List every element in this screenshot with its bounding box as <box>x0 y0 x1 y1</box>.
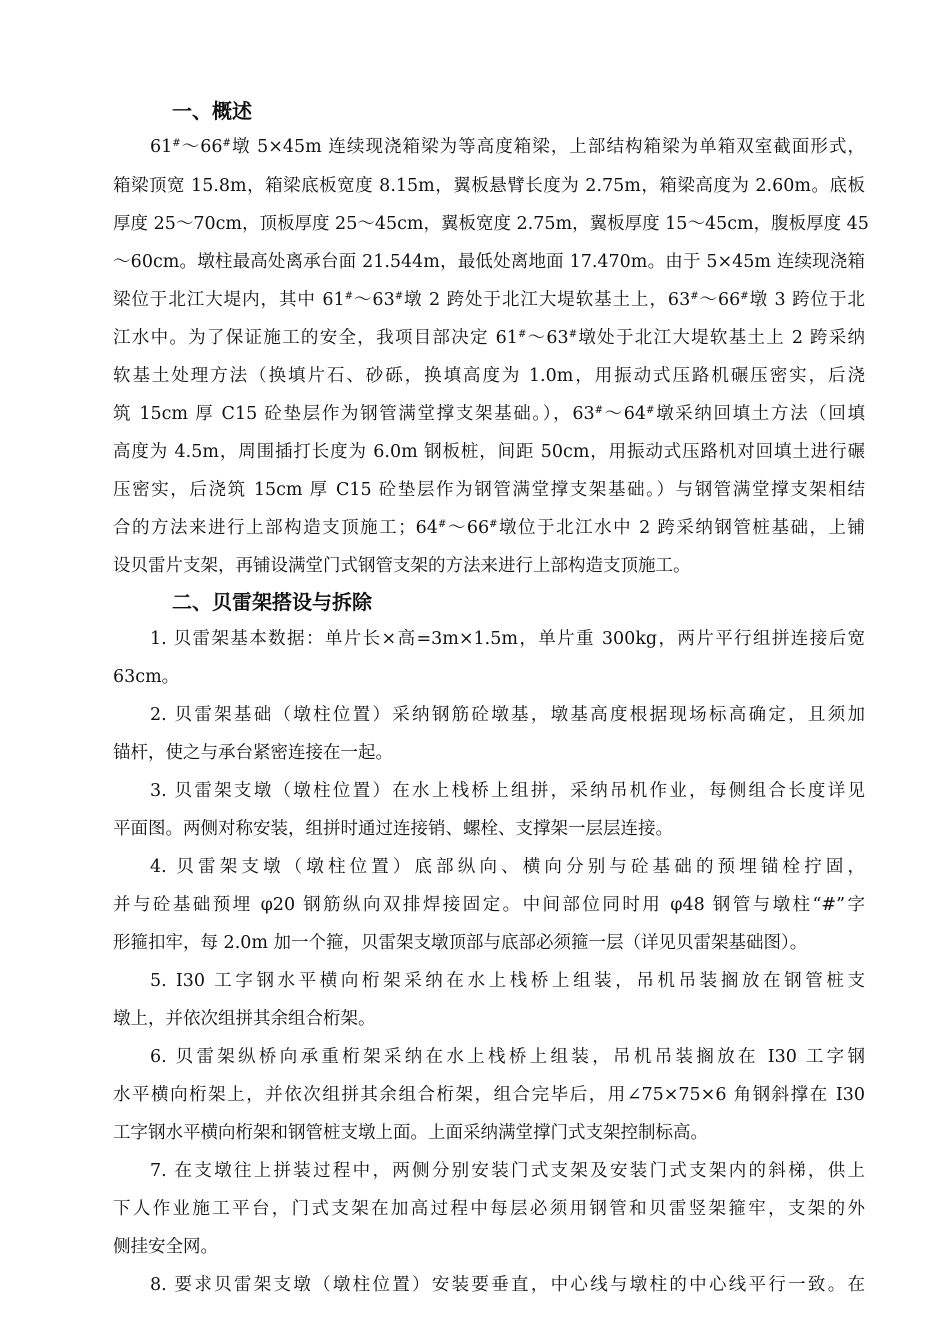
paragraph-line: ～60cm。墩柱最高处离承台面 21.544m，最低处离地面 17.470m。由于 5×45m 连续现浇箱 <box>113 252 865 272</box>
list-item-line: 并与砼基础预埋 φ20 钢筋纵向双排焊接固定。中间部位同时用 φ48 钢管与墩柱“#”字 <box>113 895 865 915</box>
list-item-line: 侧挂安全网。 <box>113 1237 218 1257</box>
paragraph-line: 筑 15cm 厚 C15 砼垫层作为钢管满堂撑支架基础。），63#～64#墩采纳回填土方法（回填 <box>113 404 865 424</box>
paragraph-line: 设贝雷片支架，再铺设满堂门式钢管支架的方法来进行上部构造支顶施工。 <box>113 556 691 576</box>
section-heading-overview: 一、概述 <box>172 99 252 123</box>
list-item-line: 3. 贝雷架支墩（墩柱位置）在水上栈桥上组拼，采纳吊机作业，每侧组合长度详见 <box>150 781 865 801</box>
paragraph-line: 江水中。为了保证施工的安全，我项目部决定 61#～63#墩处于北江大堤软基土上 2 跨采纳 <box>113 328 865 348</box>
paragraph-line: 61#～66#墩 5×45m 连续现浇箱梁为等高度箱梁，上部结构箱梁为单箱双室截面形式， <box>150 137 865 157</box>
list-item-line: 5. I30 工字钢水平横向桁架采纳在水上栈桥上组装，吊机吊装搁放在钢管桩支 <box>150 971 865 991</box>
section-heading-bailey: 二、贝雷架搭设与拆除 <box>172 590 372 614</box>
list-item-line: 下人作业施工平台，门式支架在加高过程中每层必须用钢管和贝雷竖架箍牢，支架的外 <box>113 1199 865 1219</box>
paragraph-line: 梁位于北江大堤内，其中 61#～63#墩 2 跨处于北江大堤软基土上，63#～66#墩 3 跨位于北 <box>113 290 866 310</box>
paragraph-line: 软基土处理方法（换填片石、砂砾，换填高度为 1.0m，用振动式压路机碾压密实，后浇 <box>113 366 865 386</box>
list-item-line: 7. 在支墩往上拼装过程中，两侧分别安装门式支架及安装门式支架内的斜梯，供上 <box>150 1161 865 1181</box>
paragraph-line: 合的方法来进行上部构造支顶施工；64#～66#墩位于北江水中 2 跨采纳钢管桩基础，上铺 <box>113 518 865 538</box>
list-item-line: 锚杆，使之与承台紧密连接在一起。 <box>113 743 393 763</box>
list-item-line: 4. 贝雷架支墩（墩柱位置）底部纵向、横向分别与砼基础的预埋锚栓拧固， <box>150 857 865 877</box>
list-item-line: 63cm。 <box>113 667 180 687</box>
list-item-line: 1. 贝雷架基本数据：单片长×高=3m×1.5m，单片重 300kg，两片平行组拼连接后宽 <box>150 629 865 649</box>
list-item-line: 2. 贝雷架基础（墩柱位置）采纳钢筋砼墩基，墩基高度根据现场标高确定，且须加 <box>150 705 865 725</box>
list-item-line: 墩上，并依次组拼其余组合桁架。 <box>113 1009 376 1029</box>
paragraph-line: 箱梁顶宽 15.8m，箱梁底板宽度 8.15m，翼板悬臂长度为 2.75m，箱梁高度为 2.60m。底板 <box>113 176 865 196</box>
list-item-line: 水平横向桁架上，并依次组拼其余组合桁架，组合完毕后，用∠75×75×6 角钢斜撑在 I30 <box>113 1085 865 1105</box>
list-item-line: 8. 要求贝雷架支墩（墩柱位置）安装要垂直，中心线与墩柱的中心线平行一致。在 <box>150 1275 865 1295</box>
list-item-line: 工字钢水平横向桁架和钢管桩支墩上面。上面采纳满堂撑门式支架控制标高。 <box>113 1123 708 1143</box>
list-item-line: 6. 贝雷架纵桥向承重桁架采纳在水上栈桥上组装，吊机吊装搁放在 I30 工字钢 <box>150 1047 865 1067</box>
paragraph-line: 压密实，后浇筑 15cm 厚 C15 砼垫层作为钢管满堂撑支架基础。）与钢管满堂撑支架相结 <box>113 480 865 500</box>
list-item-line: 形箍扣牢，每 2.0m 加一个箍，贝雷架支墩顶部与底部必须箍一层（详见贝雷架基础图）。 <box>113 933 808 953</box>
list-item-line: 平面图。两侧对称安装，组拼时通过连接销、螺栓、支撑架一层层连接。 <box>113 819 673 839</box>
paragraph-line: 厚度 25～70cm，顶板厚度 25～45cm，翼板宽度 2.75m，翼板厚度 15～45cm，腹板厚度 45 <box>113 214 869 234</box>
paragraph-line: 高度为 4.5m，周围插打长度为 6.0m 钢板桩，间距 50cm，用振动式压路机对回填土进行碾 <box>113 442 865 462</box>
